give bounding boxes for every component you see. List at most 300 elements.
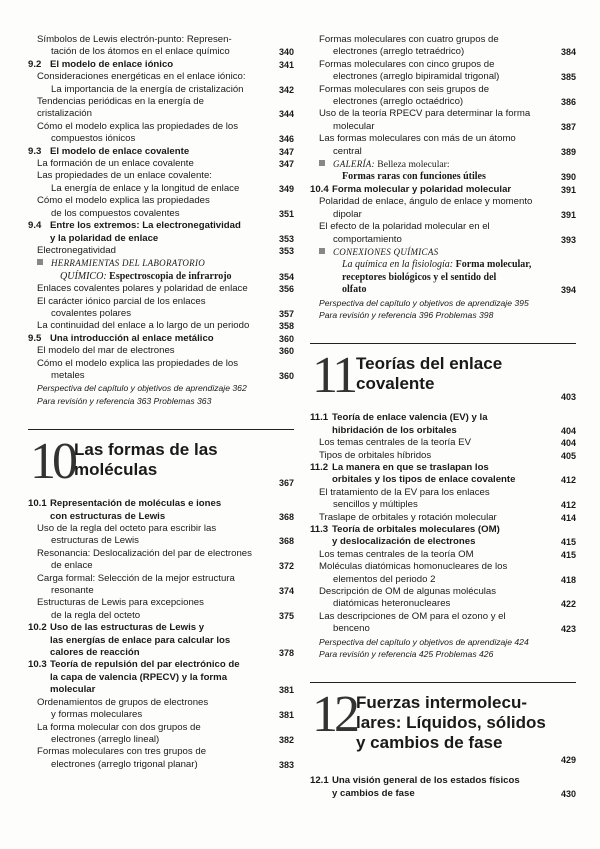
page-number[interactable]: 368	[278, 536, 294, 547]
entry-title-cont: resonante	[51, 585, 94, 597]
entry-text	[28, 659, 294, 696]
page-number[interactable]: 384	[560, 47, 576, 58]
entry-title: Para revisión y referencia 425 Problemas 426	[319, 649, 494, 660]
entry-title: Uso de la regla del octeto para escribir las	[37, 523, 217, 534]
entry-text	[28, 96, 294, 121]
entry-title-cont: molecular	[333, 120, 375, 132]
entry-title: Una introducción al enlace metálico	[50, 332, 214, 344]
entry-text	[28, 71, 294, 96]
page-number[interactable]: 347	[278, 159, 294, 170]
entry-text	[28, 498, 294, 523]
feature-title-line: Formas raras con funciones útiles	[342, 171, 486, 183]
entry-title: Las descripciones de OM para el ozono y el	[319, 610, 506, 622]
chapter-page[interactable]: 403	[560, 392, 576, 403]
entry-title: Una visión general de los estados físicos	[332, 775, 520, 787]
section-number: 10.3	[28, 659, 47, 671]
entry-title-cont: covalentes polares	[51, 307, 131, 319]
entry-text	[28, 597, 294, 622]
toc-entry[interactable]	[28, 283, 294, 295]
feature-title: Forma molecular,	[455, 259, 532, 271]
entry-title-cont: compuestos iónicos	[51, 133, 136, 145]
entry-text	[310, 84, 576, 109]
page-number[interactable]: 381	[278, 710, 294, 721]
toc-section[interactable]	[310, 412, 576, 437]
feature-sublabel: QUÍMICO:	[60, 270, 110, 282]
spacer	[28, 490, 294, 498]
entry-text	[310, 412, 576, 437]
entry-title-cont: La importancia de la energía de cristalización	[51, 83, 244, 95]
entry-text	[28, 622, 294, 659]
entry-text	[310, 450, 576, 462]
toc-entry[interactable]	[310, 196, 576, 221]
page-number[interactable]: 422	[560, 599, 576, 610]
page-number[interactable]: 360	[278, 370, 294, 381]
entry-text	[28, 245, 294, 257]
entry-text	[28, 296, 294, 321]
page-number[interactable]: 430	[560, 788, 576, 799]
page-number[interactable]: 382	[278, 734, 294, 745]
entry-title: Los temas centrales de la teoría EV	[319, 437, 471, 449]
entry-title: Símbolos de Lewis electrón-punto: Represen-	[37, 34, 232, 45]
entry-title: El efecto de la polaridad molecular en el	[319, 221, 490, 233]
entry-text	[28, 320, 294, 332]
entry-title: La continuidad del enlace a lo largo de un periodo	[37, 320, 250, 332]
page-number[interactable]: 391	[560, 184, 576, 195]
chapter-title-line: moléculas	[74, 460, 158, 480]
entry-title: Cómo el modelo explica las propiedades de los	[37, 120, 239, 132]
page-number[interactable]: 414	[560, 512, 576, 523]
entry-title: Formas moleculares con seis grupos de	[319, 83, 490, 95]
entry-text	[28, 158, 294, 170]
entry-text	[28, 382, 294, 394]
entry-title-cont: comportamiento	[333, 233, 402, 245]
entry-text	[28, 195, 294, 220]
toc-entry[interactable]	[28, 170, 294, 195]
feature-label: CONEXIONES QUÍMICAS	[333, 246, 439, 257]
page-number[interactable]: 341	[278, 59, 294, 70]
section-number: 10.4	[310, 183, 329, 195]
entry-title-cont: orbitales y los tipos de enlace covalente	[332, 474, 516, 486]
page-number[interactable]: 385	[560, 72, 576, 83]
toc-section[interactable]	[28, 333, 294, 345]
page-number[interactable]: 346	[278, 134, 294, 145]
toc-entry[interactable]	[310, 108, 576, 133]
entry-title: Resonancia: Deslocalización del par de electrones	[37, 547, 252, 559]
entry-title-cont: La energía de enlace y la longitud de enlace	[51, 182, 240, 194]
entry-text	[310, 561, 576, 586]
page-number[interactable]: 378	[278, 648, 294, 659]
chapter-page[interactable]: 429	[560, 755, 576, 766]
page-number[interactable]: 360	[278, 346, 294, 357]
entry-text	[310, 184, 576, 196]
toc-entry[interactable]	[28, 121, 294, 146]
entry-title: Para revisión y referencia 396 Problemas 398	[319, 309, 494, 320]
entry-title-cont: sencillos y múltiples	[333, 499, 418, 511]
entry-title: Electronegatividad	[37, 244, 116, 256]
chapter-title-line: Las formas de las	[74, 440, 218, 460]
entry-text	[28, 345, 294, 357]
toc-section[interactable]	[310, 524, 576, 549]
entry-title: Formas moleculares con cuatro grupos de	[319, 34, 499, 45]
page-number[interactable]: 383	[278, 759, 294, 770]
entry-title: Enlaces covalentes polares y polaridad de enlace	[37, 283, 248, 295]
toc-entry[interactable]	[28, 158, 294, 170]
toc-chapter-extra	[310, 636, 576, 648]
entry-title: La formación de un enlace covalente	[37, 158, 194, 170]
toc-entry[interactable]	[28, 296, 294, 321]
entry-title-cont: la capa de valencia (RPECV) y la forma molecular	[50, 671, 228, 696]
square-bullet-icon	[319, 248, 325, 254]
toc-entry[interactable]	[28, 548, 294, 573]
entry-title: Las propiedades de un enlace covalente:	[37, 170, 212, 182]
page-number[interactable]: 394	[560, 285, 576, 296]
toc-entry[interactable]	[310, 549, 576, 561]
page-number[interactable]: 353	[278, 233, 294, 244]
toc-entry[interactable]	[28, 245, 294, 257]
entry-title: Ordenamientos de grupos de electrones	[37, 696, 209, 708]
section-number: 11.3	[310, 524, 329, 535]
feature-label-line	[319, 259, 542, 271]
entry-text	[28, 170, 294, 195]
feature-title: Belleza molecular:	[377, 159, 450, 171]
entry-title: El carácter iónico parcial de los enlaces	[37, 295, 206, 307]
toc-entry[interactable]	[28, 746, 294, 771]
entry-text	[310, 524, 576, 549]
feature-sublabel: La química en la fisiología:	[342, 259, 456, 271]
chapter-title	[356, 693, 546, 753]
entry-text	[310, 246, 576, 297]
toc-section[interactable]	[28, 659, 294, 696]
entry-title: Moléculas diatómicas homonucleares de los	[319, 561, 508, 573]
entry-title: Descripción de OM de algunas moléculas	[319, 586, 497, 598]
toc-entry[interactable]	[28, 34, 294, 59]
entry-title: La forma molecular con dos grupos de	[37, 721, 201, 733]
entry-title: Cómo el modelo explica las propiedades de los	[37, 357, 239, 369]
entry-title: Consideraciones energéticas en el enlace iónico:	[37, 71, 246, 83]
entry-title: Tendencias periódicas en la energía de cristalización	[37, 96, 204, 120]
chapter-title-line: lares: Líquidos, sólidos	[356, 713, 546, 733]
page-number[interactable]: 412	[560, 500, 576, 511]
toc-chapter-extra	[310, 297, 576, 309]
entry-title-cont: metales	[51, 369, 85, 381]
entry-text	[28, 34, 294, 59]
entry-title-cont: electrones (arreglo tetraédrico)	[333, 46, 465, 58]
toc-entry[interactable]	[28, 320, 294, 332]
toc-section[interactable]	[310, 184, 576, 196]
entry-title-cont: de la regla del octeto	[51, 609, 141, 621]
page-number[interactable]: 356	[278, 284, 294, 295]
entry-text	[28, 746, 294, 771]
entry-title: Representación de moléculas e iones	[50, 498, 222, 510]
page-number[interactable]: 347	[278, 146, 294, 157]
entry-text	[28, 220, 294, 245]
page-number[interactable]: 354	[278, 271, 294, 282]
section-number: 9.5	[28, 332, 42, 344]
section-number: 10.2	[28, 622, 47, 634]
entry-title: Perspectiva del capítulo y objetivos de aprendizaje 395	[319, 297, 529, 308]
entry-title: El modelo de enlace iónico	[50, 58, 174, 70]
toc-chapter-extra	[28, 395, 294, 407]
chapter-title-line: covalente	[356, 374, 435, 394]
spacer	[310, 767, 576, 775]
entry-title-cont: de los compuestos covalentes	[51, 207, 180, 219]
entry-text	[28, 333, 294, 345]
entry-text	[28, 358, 294, 383]
page-number[interactable]: 415	[560, 537, 576, 548]
chapter-page[interactable]: 367	[278, 478, 294, 489]
entry-title: Los temas centrales de la teoría OM	[319, 548, 474, 560]
toc-entry[interactable]	[310, 586, 576, 611]
toc-feature-box[interactable]	[28, 257, 294, 283]
toc-entry[interactable]	[310, 437, 576, 449]
entry-title-cont: diatómicas heteronucleares	[333, 598, 451, 610]
chapter-heading	[28, 429, 294, 490]
toc-section[interactable]	[28, 622, 294, 659]
page-number[interactable]: 357	[278, 308, 294, 319]
entry-title: Carga formal: Selección de la mejor estructura	[37, 572, 235, 584]
chapter-title-line: Fuerzas intermolecu-	[356, 693, 527, 713]
entry-text	[28, 548, 294, 573]
toc-entry[interactable]	[310, 512, 576, 524]
feature-title-line: olfato	[342, 284, 367, 296]
entry-text	[310, 108, 576, 133]
entry-text	[28, 722, 294, 747]
entry-title-cont: de enlace	[51, 560, 93, 572]
entry-text	[310, 309, 576, 321]
entry-text	[310, 636, 576, 648]
toc-entry[interactable]	[310, 450, 576, 462]
chapter-title-line: y cambios de fase	[356, 733, 503, 753]
toc-entry[interactable]	[310, 84, 576, 109]
page-number[interactable]: 340	[278, 47, 294, 58]
entry-text	[310, 158, 576, 184]
chapter-title	[74, 440, 218, 480]
feature-label: GALERÍA:	[333, 159, 375, 170]
entry-title: Forma molecular y polaridad molecular	[332, 183, 512, 195]
entry-title: Uso de las estructuras de Lewis y	[50, 622, 205, 634]
entry-text	[310, 221, 576, 246]
entry-text	[28, 573, 294, 598]
toc-section[interactable]	[310, 775, 576, 800]
entry-text	[28, 283, 294, 295]
entry-title-cont: y deslocalización de electrones	[332, 536, 476, 548]
entry-title-cont: benceno	[333, 623, 370, 635]
entry-text	[310, 512, 576, 524]
entry-title: Formas moleculares con cinco grupos de	[319, 58, 495, 70]
entry-text	[310, 487, 576, 512]
page-number[interactable]: 349	[278, 183, 294, 194]
chapter-heading	[310, 682, 576, 767]
entry-text	[28, 523, 294, 548]
entry-title-cont: electrones (arreglo bipiramidal trigonal)	[333, 71, 500, 83]
entry-title-cont: electrones (arreglo trigonal planar)	[51, 758, 198, 770]
page-number[interactable]: 391	[560, 209, 576, 220]
section-number: 9.3	[28, 145, 42, 157]
toc-entry[interactable]	[28, 722, 294, 747]
toc-entry[interactable]	[310, 34, 576, 59]
toc-section[interactable]	[28, 59, 294, 71]
entry-text	[310, 611, 576, 636]
square-bullet-icon	[319, 160, 325, 166]
toc-feature-box[interactable]	[310, 158, 576, 184]
entry-title: Estructuras de Lewis para excepciones	[37, 597, 204, 609]
entry-title-cont: central	[333, 145, 362, 157]
entry-text	[310, 648, 576, 660]
toc-entry[interactable]	[310, 611, 576, 636]
entry-text	[310, 297, 576, 309]
chapter-number: 10	[30, 433, 74, 491]
feature-label-line	[37, 271, 260, 283]
toc-entry[interactable]	[310, 59, 576, 84]
entry-title: Polaridad de enlace, ángulo de enlace y momento	[319, 196, 533, 208]
entry-text	[28, 257, 294, 283]
entry-text	[310, 462, 576, 487]
entry-text	[310, 59, 576, 84]
entry-title: Entre los extremos: La electronegatividad	[50, 220, 241, 232]
page-number[interactable]: 405	[560, 450, 576, 461]
page-number[interactable]: 404	[560, 438, 576, 449]
page-number[interactable]: 375	[278, 610, 294, 621]
toc-entry[interactable]	[310, 221, 576, 246]
chapter-number: 12	[312, 686, 356, 744]
section-number: 11.1	[310, 412, 329, 424]
toc-entry[interactable]	[310, 487, 576, 512]
entry-text	[310, 437, 576, 449]
toc-entry[interactable]	[28, 195, 294, 220]
entry-title-cont: tación de los átomos en el enlace químico	[51, 46, 230, 58]
page-number[interactable]: 389	[560, 146, 576, 157]
chapter-heading	[310, 343, 576, 404]
entry-title-cont: y cambios de fase	[332, 787, 415, 799]
entry-title: Teoría de enlace valencia (EV) y la	[332, 412, 488, 424]
entry-title: Traslape de orbitales y rotación molecular	[319, 511, 497, 523]
entry-title: Tipos de orbitales híbridos	[319, 449, 432, 461]
page-number[interactable]: 381	[278, 685, 294, 696]
chapter-number: 11	[312, 347, 355, 405]
toc-entry[interactable]	[28, 345, 294, 357]
entry-title: El modelo del mar de electrones	[37, 345, 175, 357]
page-number[interactable]: 387	[560, 121, 576, 132]
entry-title-cont: y formas moleculares	[51, 709, 143, 721]
toc-left-column	[28, 34, 294, 771]
entry-title-cont: elementos del periodo 2	[333, 573, 436, 585]
section-number: 12.1	[310, 775, 329, 787]
spacer	[310, 404, 576, 412]
entry-title: Perspectiva del capítulo y objetivos de aprendizaje 424	[319, 636, 529, 647]
toc-chapter-extra	[310, 648, 576, 660]
toc-entry[interactable]	[310, 561, 576, 586]
toc-entry[interactable]	[28, 96, 294, 121]
toc-section[interactable]	[28, 146, 294, 158]
toc-entry[interactable]	[310, 133, 576, 158]
section-number: 9.2	[28, 58, 42, 70]
page-number[interactable]: 368	[278, 511, 294, 522]
chapter-title	[356, 354, 502, 394]
page-number[interactable]: 360	[278, 333, 294, 344]
toc-entry[interactable]	[28, 523, 294, 548]
toc-entry[interactable]	[28, 697, 294, 722]
entry-title: Uso de la teoría RPECV para determinar la forma	[319, 108, 531, 120]
entry-text	[28, 395, 294, 407]
entry-title: La manera en que se traslapan los	[332, 461, 489, 473]
page-number[interactable]: 386	[560, 97, 576, 108]
entry-title-cont: estructuras de Lewis	[51, 535, 139, 547]
chapter-title-line: Teorías del enlace	[356, 354, 503, 374]
entry-title: Las formas moleculares con más de un átomo	[319, 133, 516, 145]
entry-title: El tratamiento de la EV para los enlaces	[319, 486, 490, 498]
toc-chapter-extra	[310, 309, 576, 321]
entry-title: El modelo de enlace covalente	[50, 145, 190, 157]
square-bullet-icon	[37, 259, 43, 265]
toc-feature-box[interactable]	[310, 246, 576, 297]
page-number[interactable]: 353	[278, 245, 294, 256]
entry-text	[28, 146, 294, 158]
toc-chapter-extra	[28, 382, 294, 394]
page-number[interactable]: 412	[560, 475, 576, 486]
toc-entry[interactable]	[28, 597, 294, 622]
entry-title-cont: dipolar	[333, 208, 362, 220]
page-number[interactable]: 344	[278, 109, 294, 120]
toc-section[interactable]	[28, 220, 294, 245]
feature-label: HERRAMIENTAS DEL LABORATORIO	[51, 258, 206, 269]
entry-text	[28, 697, 294, 722]
page-number[interactable]: 390	[560, 172, 576, 183]
page-number[interactable]: 342	[278, 84, 294, 95]
page-number[interactable]: 374	[278, 586, 294, 597]
entry-title-cont: electrones (arreglo lineal)	[51, 733, 160, 745]
entry-text	[310, 196, 576, 221]
entry-text	[28, 59, 294, 71]
section-number: 11.2	[310, 461, 329, 473]
entry-title-cont: con estructuras de Lewis	[50, 510, 166, 522]
page-number[interactable]: 404	[560, 425, 576, 436]
entry-title: Perspectiva del capítulo y objetivos de aprendizaje 362	[37, 383, 247, 394]
toc-section[interactable]	[28, 498, 294, 523]
entry-title-cont: electrones (arreglo octaédrico)	[333, 96, 464, 108]
toc-entry[interactable]	[28, 358, 294, 383]
feature-title-line: receptores biológicos y el sentido del	[342, 271, 497, 283]
entry-text	[310, 133, 576, 158]
entry-text	[310, 586, 576, 611]
page-number[interactable]: 393	[560, 234, 576, 245]
entry-title-cont: las energías de enlace para calcular los calores de reacción	[50, 634, 231, 659]
section-number: 10.1	[28, 498, 47, 510]
page-number[interactable]: 351	[278, 208, 294, 219]
entry-text	[28, 121, 294, 146]
page-number[interactable]: 423	[560, 624, 576, 635]
entry-title: Cómo el modelo explica las propiedades	[37, 195, 210, 207]
entry-title-cont: y la polaridad de enlace	[50, 232, 159, 244]
feature-title: Espectroscopia de infrarrojo	[109, 270, 232, 282]
page-number[interactable]: 358	[278, 321, 294, 332]
entry-title-cont: hibridación de los orbitales	[332, 424, 457, 436]
entry-title: Formas moleculares con tres grupos de	[37, 746, 207, 758]
entry-title: Teoría de orbitales moleculares (OM)	[332, 524, 500, 535]
page-number[interactable]: 415	[560, 549, 576, 560]
toc-section[interactable]	[310, 462, 576, 487]
page-number[interactable]: 418	[560, 574, 576, 585]
page-number[interactable]: 372	[278, 561, 294, 572]
toc-entry[interactable]	[28, 71, 294, 96]
toc-right-column	[310, 34, 576, 800]
entry-title: Teoría de repulsión del par electrónico de	[50, 659, 240, 671]
toc-entry[interactable]	[28, 573, 294, 598]
entry-text	[310, 34, 576, 59]
entry-text	[310, 549, 576, 561]
section-number: 9.4	[28, 220, 42, 232]
entry-text	[310, 775, 576, 800]
entry-title: Para revisión y referencia 363 Problemas 363	[37, 395, 212, 406]
